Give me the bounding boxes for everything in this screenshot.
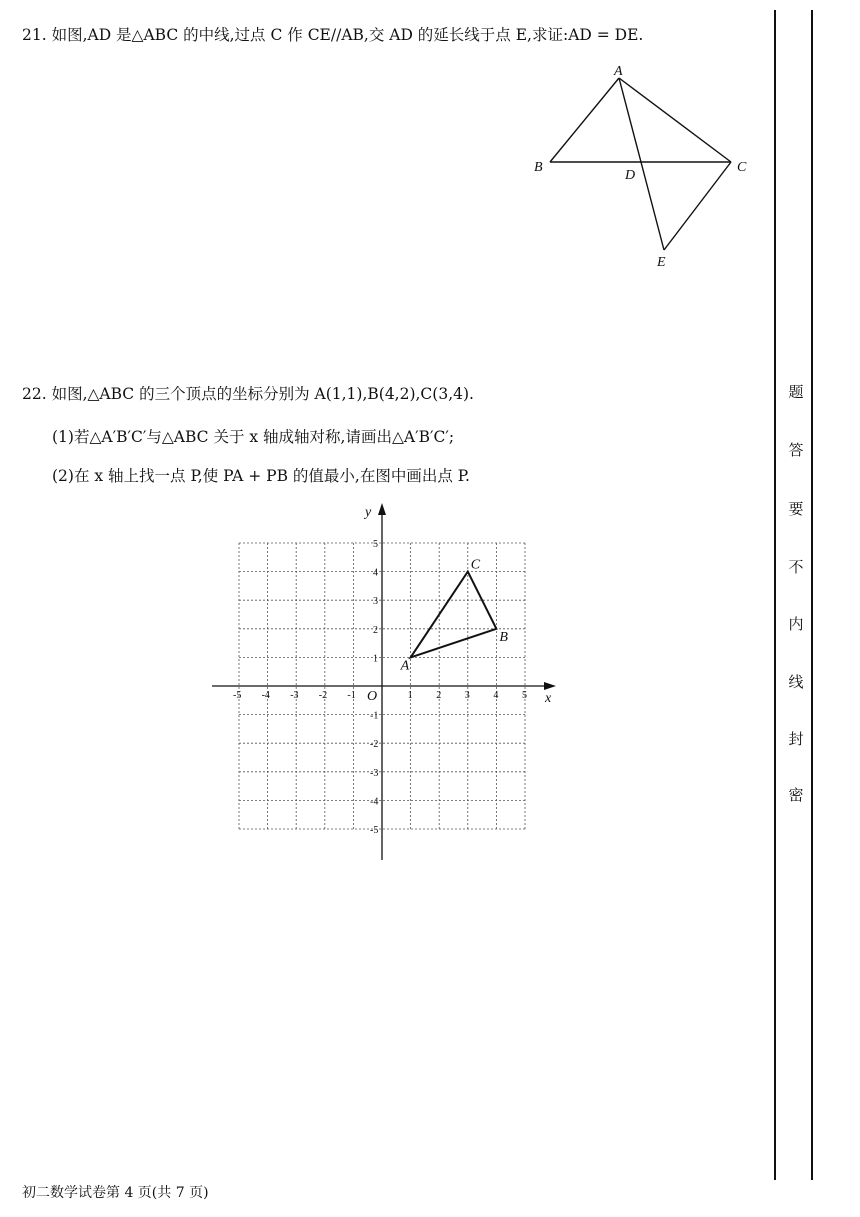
y-tick-label: 4 [373,567,378,579]
seal-char-7: 封 [788,730,804,748]
y-tick-label: 2 [373,624,378,636]
x-tick-label: 3 [464,690,470,701]
label-d: D [625,168,636,183]
label-b: B [534,160,543,175]
binding-line-outer [811,10,813,1180]
x-tick-label: -4 [261,690,270,701]
seal-char-1: 题 [788,383,804,401]
label-a: A [614,64,623,79]
y-tick-label: -2 [370,739,379,751]
x-tick-label: 5 [522,690,527,701]
question-21-text: 21. 如图,AD 是△ABC 的中线,过点 C 作 CE//AB,交 AD 的延长线于点 E,求证:AD = DE. [22,26,644,44]
y-tick-label: 1 [373,653,378,665]
origin-label: O [367,689,378,704]
seal-char-5: 内 [788,615,804,633]
question-22-part-2: (2)在 x 轴上找一点 P,使 PA + PB 的值最小,在图中画出点 P. [52,467,470,485]
label-e: E [657,255,666,270]
seal-char-6: 线 [788,673,804,691]
x-tick-label: -2 [318,690,328,701]
vertex-label-b: B [499,629,508,645]
axes [212,503,556,860]
seal-char-3: 要 [788,500,804,518]
x-tick-label: -1 [347,690,356,701]
y-tick-label: -1 [370,710,379,722]
label-c: C [737,160,747,175]
x-tick-label: 4 [493,690,499,701]
y-tick-label: 3 [373,596,378,608]
x-tick-label: -3 [290,690,299,701]
y-tick-label: -5 [370,825,379,836]
triangle-abc [411,572,497,658]
binding-line-inner [774,10,776,1180]
seal-char-8: 密 [788,786,804,804]
x-axis-label: x [545,691,552,706]
y-tick-label: -3 [370,767,379,779]
question-22-text: 22. 如图,△ABC 的三个顶点的坐标分别为 A(1,1),B(4,2),C(3,4). [22,385,474,403]
x-tick-label: -5 [233,690,242,701]
y-axis-label: y [365,505,372,520]
y-axis-arrow [378,503,386,515]
page-footer: 初二数学试卷第 4 页(共 7 页) [22,1185,209,1201]
vertex-label-c: C [470,557,481,573]
seal-char-2: 答 [788,441,804,459]
vertex-label-a: A [400,658,410,674]
x-axis-arrow [544,682,556,690]
y-tick-label: -4 [370,796,379,808]
y-tick-label: 5 [373,539,378,550]
seal-char-4: 不 [788,558,804,576]
question-22-part-1: (1)若△A′B′C′与△ABC 关于 x 轴成轴对称,请画出△A′B′C′; [52,428,455,446]
x-tick-label: 1 [407,690,413,701]
x-tick-label: 2 [436,690,442,701]
